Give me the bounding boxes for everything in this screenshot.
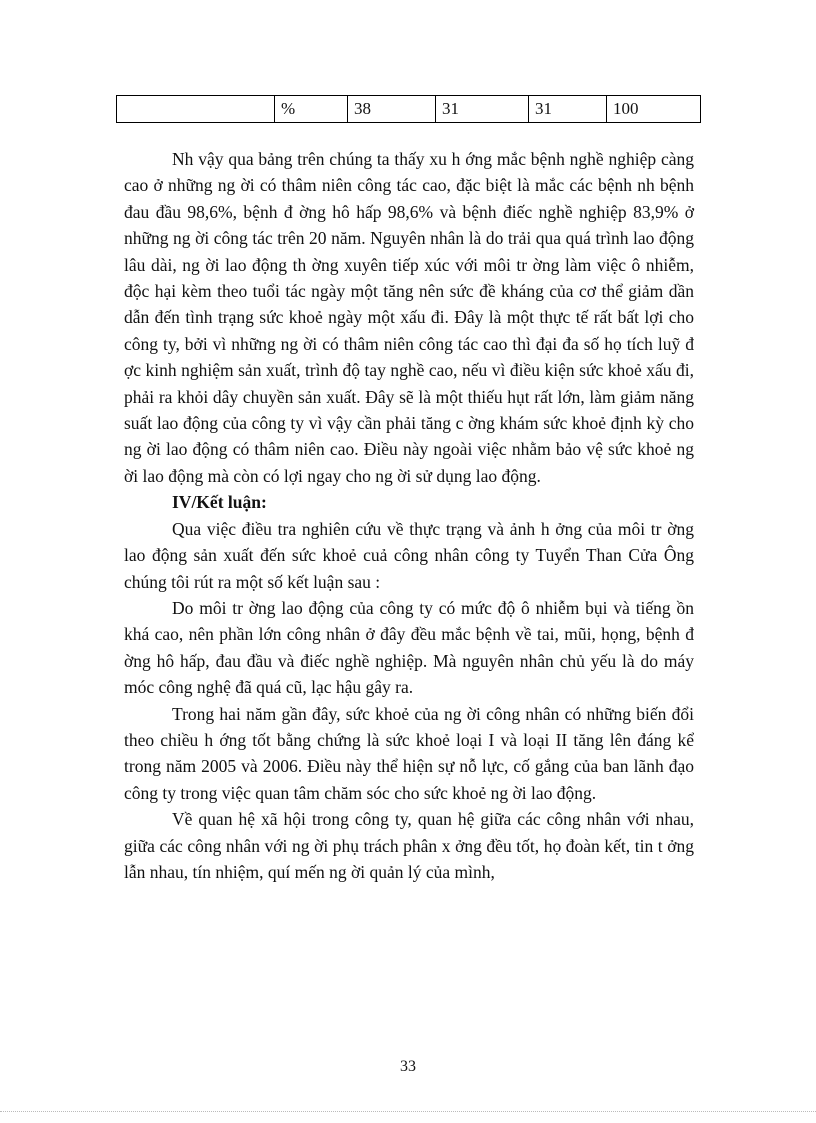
table-cell: 31 (436, 96, 529, 123)
section-heading: IV/Kết luận: (172, 492, 267, 513)
table-row (117, 96, 701, 123)
body-text (124, 146, 694, 885)
paragraph: Về quan hệ xã hội trong công ty, quan hệ giữa các công nhân với nhau, giữa các công nhân với ng ời phụ trách phân x ởng đều tốt, họ đoàn kết, tin t ởng lẫn nhau, tín nhiệm, quí mến ng ời quản lý của mình, (124, 809, 694, 882)
table-cell: 100 (607, 96, 701, 123)
table-cell: 31 (529, 96, 607, 123)
table-cell (117, 96, 275, 123)
data-table (116, 95, 701, 123)
paragraph: Trong hai năm gần đây, sức khoẻ của ng ời công nhân có những biến đổi theo chiều h ớng tốt bằng chứng là sức khoẻ loại I và loại II tăng lên đáng kể trong năm 2005 và 2006. Điều này thể hiện sự nỗ lực, cố gắng của ban lãnh đạo công ty trong việc quan tâm chăm sóc cho sức khoẻ ng ời lao động. (124, 703, 694, 803)
table-cell: % (275, 96, 348, 123)
page-number: 33 (400, 1058, 416, 1075)
paragraph: Do môi tr ờng lao động của công ty có mức độ ô nhiễm bụi và tiếng ồn khá cao, nên phần lớn công nhân ở đây đều mắc bệnh về tai, mũi, họng, bệnh đ ờng hô hấp, đau đầu và điếc nghề nghiệp. Mà nguyên nhân chủ yếu là do máy móc công nghệ đã quá cũ, lạc hậu gây ra. (124, 597, 694, 698)
page-bottom-divider (0, 1111, 816, 1112)
paragraph: Nh vậy qua bảng trên chúng ta thấy xu h ớng mắc bệnh nghề nghiệp càng cao ở những ng ời có thâm niên công tác cao, đặc biệt là mắc các bệnh nh bệnh đau đầu 98,6%, bệnh đ ờng hô hấp 98,6% và bệnh điếc nghề nghiệp 83,9% ở những ng ời công tác trên 20 năm. Nguyên nhân là do trải qua quá trình lao động lâu dài, ng ời lao động th ờng xuyên tiếp xúc với môi tr ờng làm việc ô nhiễm, độc hại kèm theo tuổi tác ngày một tăng nên sức đề kháng của cơ thể giảm dần dẫn đến tình trạng sức khoẻ ngày một xấu đi. Đây là một thực tế rất bất lợi cho công ty, bởi vì những ng ời có thâm niên công tác cao thì đại đa số họ tích luỹ đ ợc kinh nghiệm sản xuất, trình độ tay nghề cao, nếu vì điều kiện sức khoẻ xấu đi, phải ra khỏi dây chuyền sản xuất. Đây sẽ là một thiếu hụt rất lớn, làm giảm năng suất lao động của công ty vì vậy cần phải tăng c ờng khám sức khoẻ định kỳ cho ng ời lao động có thâm niên cao. Điều này ngoài việc nhằm bảo vệ sức khoẻ ng ời lao động mà còn có lợi ngay cho ng ời sử dụng lao động. (124, 149, 694, 486)
table-cell: 38 (348, 96, 436, 123)
paragraph: Qua việc điều tra nghiên cứu về thực trạng và ảnh h ởng của môi tr ờng lao động sản xuất đến sức khoẻ cuả công nhân công ty Tuyển Than Cửa Ông chúng tôi rút ra một số kết luận sau : (124, 518, 694, 592)
